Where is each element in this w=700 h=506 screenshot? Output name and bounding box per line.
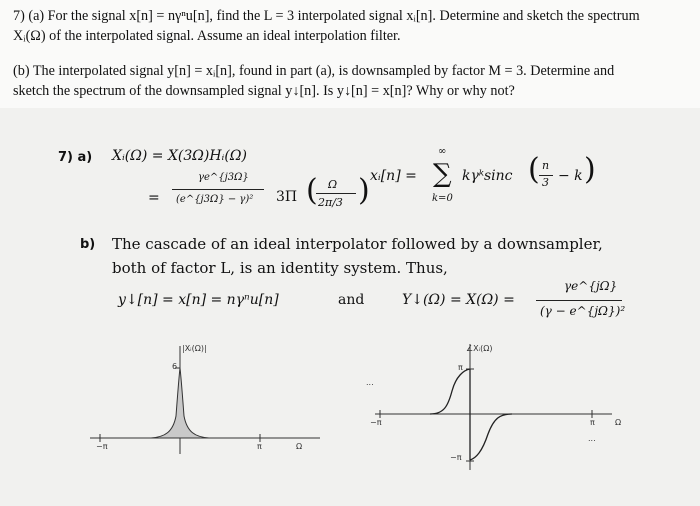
eq-b-denominator: (γ − e^{jΩ})² — [540, 304, 626, 318]
frac-denominator: (e^{j3Ω} − γ)² — [176, 194, 254, 205]
frac-numerator: γe^{j3Ω} — [198, 172, 249, 183]
phase-y-bottom: −π — [450, 453, 462, 462]
paren-right: ) — [358, 173, 370, 208]
magnitude-title: |Xᵢ(Ω)| — [182, 344, 207, 353]
sum-sign: ∑ — [433, 159, 452, 189]
eq-b-left: y↓[n] = x[n] = nγⁿu[n] — [118, 292, 279, 308]
part-a-line-1: 7) (a) For the signal x[n] = nγⁿu[n], find the L = 3 interpolated signal xᵢ[n]. Determine and sketch the spectrum — [13, 8, 640, 24]
rect-function: 3Π — [276, 189, 298, 205]
eq-b-bar — [536, 300, 622, 301]
eq-equals: = — [148, 190, 160, 206]
sinc-paren-left: ( — [528, 152, 540, 187]
xi-lhs: xᵢ[n] = — [370, 168, 417, 184]
sinc-denominator: 3 — [542, 176, 549, 189]
phase-x-label: Ω — [615, 418, 622, 427]
frac-bar — [172, 189, 264, 190]
b-line-1: The cascade of an ideal interpolator followed by a downsampler, — [112, 235, 603, 253]
magnitude-plot — [85, 336, 330, 468]
magnitude-x-label: Ω — [296, 442, 303, 451]
sum-bottom: k=0 — [432, 193, 453, 204]
magnitude-x-tick-neg-pi: −π — [96, 442, 108, 451]
sinc-paren-right: ) — [584, 152, 596, 187]
part-a-line-2: Xᵢ(Ω) of the interpolated signal. Assume an ideal interpolation filter. — [13, 28, 401, 44]
solution-area — [0, 108, 700, 506]
phase-plot — [370, 336, 620, 476]
eq-a-line-1: Xᵢ(Ω) = X(3Ω)Hᵢ(Ω) — [112, 148, 247, 164]
phase-title: ∠Xᵢ(Ω) — [466, 344, 493, 353]
sinc-numerator: n — [542, 159, 550, 172]
label-part-a: 7) a) — [58, 150, 93, 165]
eq-b-right: Y↓(Ω) = X(Ω) = — [402, 292, 515, 308]
phase-y-top: π — [458, 363, 463, 372]
sinc-tail: − k — [558, 168, 583, 184]
phase-dots-right: ... — [588, 434, 596, 443]
paren-left: ( — [306, 173, 318, 208]
sum-body: kγᵏsinc — [462, 168, 513, 184]
problem-statement — [0, 0, 700, 108]
paren-numerator: Ω — [328, 178, 338, 191]
part-b-line-1: (b) The interpolated signal y[n] = xᵢ[n], found in part (a), is downsampled by factor M = 3. Determine and — [13, 63, 615, 79]
phase-x-tick-neg-pi: −π — [370, 418, 382, 427]
magnitude-y-tick: 6 — [172, 362, 178, 371]
eq-b-numerator: γe^{jΩ} — [564, 279, 618, 293]
phase-x-tick-pi: π — [590, 418, 595, 427]
sum-top: ∞ — [438, 146, 447, 157]
b-line-2: both of factor L, is an identity system. Thus, — [112, 259, 448, 277]
paren-denominator: 2π/3 — [318, 196, 343, 209]
magnitude-x-tick-pi: π — [257, 442, 262, 451]
part-b-line-2: sketch the spectrum of the downsampled signal y↓[n]. Is y↓[n] = x[n]? Why or why not? — [13, 83, 515, 99]
phase-dots-left: ... — [366, 378, 374, 387]
eq-b-and: and — [338, 292, 365, 308]
paren-bar — [316, 193, 356, 194]
label-part-b: b) — [80, 237, 96, 252]
